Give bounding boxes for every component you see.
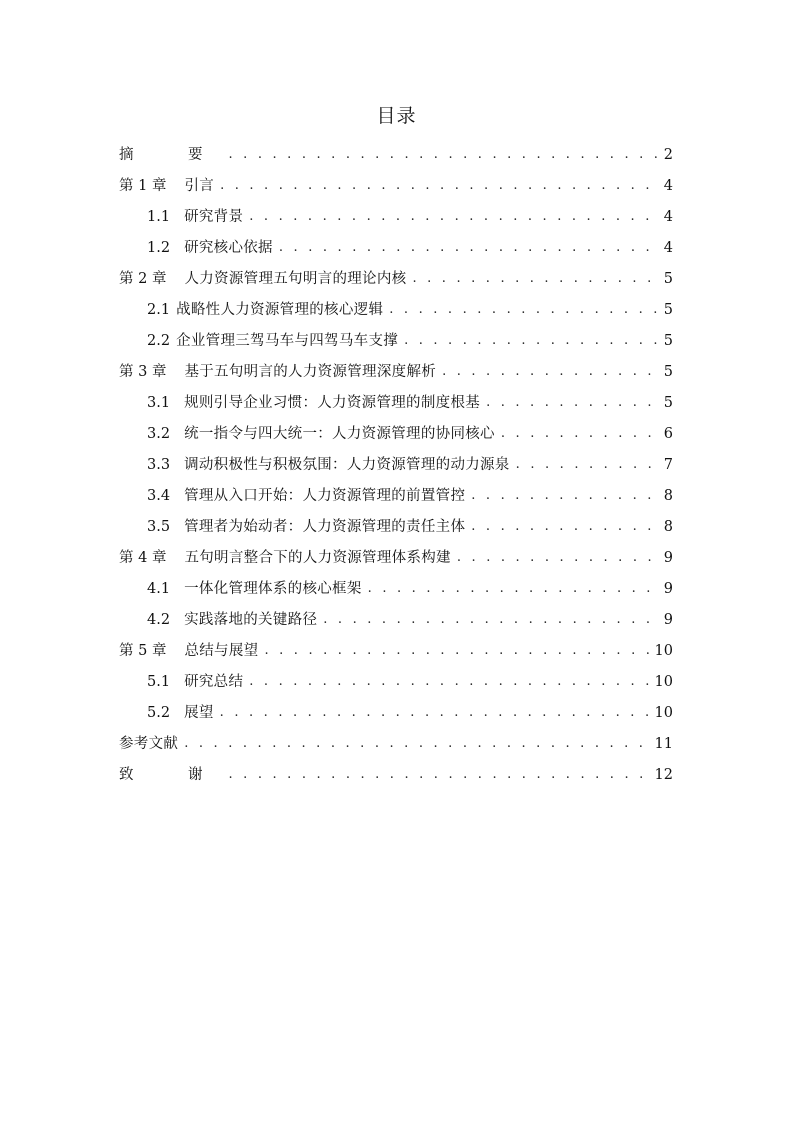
toc-entry-number: 1.1 [147, 209, 171, 225]
toc-entry-label: 参考文献 [119, 736, 179, 752]
toc-entry-section-1-2[interactable] [119, 233, 673, 264]
toc-leader [229, 759, 651, 790]
toc-entry-label: 一体化管理体系的核心框架 [184, 581, 362, 597]
toc-entry-number: 5.2 [147, 705, 171, 721]
toc-entry-page: 9 [663, 581, 673, 597]
toc-entry-chapter-4[interactable] [119, 543, 673, 574]
toc-entry-page: 5 [663, 333, 673, 349]
toc-entry-section-5-2[interactable] [119, 698, 673, 729]
toc-leader [404, 325, 659, 356]
toc-entry-page: 10 [654, 643, 673, 659]
toc-entry-page: 5 [663, 302, 673, 318]
toc-entry-section-3-4[interactable] [119, 481, 673, 512]
toc-entry-number: 1.2 [147, 240, 171, 256]
toc-entry-number: 第 3 章 [119, 364, 167, 380]
toc-entry-label: 研究背景 [184, 209, 244, 225]
toc-entry-label: 管理者为始动者：人力资源管理的责任主体 [184, 519, 466, 535]
toc-entry-page: 10 [654, 705, 673, 721]
toc-entry-section-1-1[interactable] [119, 202, 673, 233]
toc-entry-section-3-2[interactable] [119, 419, 673, 450]
toc-entry-section-4-1[interactable] [119, 574, 673, 605]
toc-leader [368, 573, 659, 604]
toc-entry-label: 摘 要 [119, 147, 223, 163]
toc-entry-abstract[interactable] [119, 140, 673, 171]
toc-entry-section-3-1[interactable] [119, 388, 673, 419]
toc-entry-label: 实践落地的关键路径 [184, 612, 318, 628]
toc-leader [516, 449, 659, 480]
toc-entry-number: 3.1 [147, 395, 171, 411]
toc-entry-references[interactable] [119, 729, 673, 760]
toc-entry-label: 企业管理三驾马车与四驾马车支撑 [176, 333, 399, 349]
toc-entry-page: 5 [663, 364, 673, 380]
toc-entry-label: 规则引导企业习惯：人力资源管理的制度根基 [184, 395, 481, 411]
toc-entry-number: 4.1 [147, 581, 171, 597]
toc-entry-label: 基于五句明言的人力资源管理深度解析 [184, 364, 437, 380]
toc-entry-label: 引言 [184, 178, 215, 194]
toc-leader [184, 728, 650, 759]
toc-entry-label: 管理从入口开始：人力资源管理的前置管控 [184, 488, 466, 504]
toc-leader [249, 666, 650, 697]
toc-entry-page: 9 [663, 550, 673, 566]
toc-entry-section-3-5[interactable] [119, 512, 673, 543]
toc-entry-page: 4 [663, 240, 673, 256]
toc-leader [279, 232, 659, 263]
toc-entry-acknowledgements[interactable] [119, 760, 673, 791]
toc-entry-page: 11 [654, 736, 673, 752]
toc-leader [457, 542, 659, 573]
toc-entry-section-2-2[interactable] [119, 326, 673, 357]
toc-leader [229, 139, 660, 170]
toc-entry-label: 研究核心依据 [184, 240, 273, 256]
toc-entry-page: 6 [663, 426, 673, 442]
table-of-contents [119, 140, 673, 791]
toc-leader [501, 418, 659, 449]
toc-entry-label: 统一指令与四大统一：人力资源管理的协同核心 [184, 426, 495, 442]
toc-entry-page: 12 [654, 767, 673, 783]
toc-entry-number: 3.3 [147, 457, 171, 473]
toc-entry-chapter-5[interactable] [119, 636, 673, 667]
toc-entry-label: 人力资源管理五句明言的理论内核 [184, 271, 407, 287]
toc-entry-label: 调动积极性与积极氛围：人力资源管理的动力源泉 [184, 457, 510, 473]
toc-entry-number: 第 4 章 [119, 550, 167, 566]
toc-entry-section-3-3[interactable] [119, 450, 673, 481]
toc-leader [220, 170, 659, 201]
toc-leader [264, 635, 650, 666]
toc-entry-page: 4 [663, 178, 673, 194]
toc-entry-page: 8 [663, 519, 673, 535]
toc-leader [442, 356, 659, 387]
toc-entry-number: 第 1 章 [119, 178, 167, 194]
toc-entry-label: 总结与展望 [184, 643, 259, 659]
toc-entry-number: 第 2 章 [119, 271, 167, 287]
toc-title: 目录 [376, 105, 417, 127]
toc-entry-chapter-3[interactable] [119, 357, 673, 388]
toc-entry-page: 10 [654, 674, 673, 690]
toc-leader [486, 387, 659, 418]
toc-entry-page: 9 [663, 612, 673, 628]
toc-leader [412, 263, 659, 294]
toc-entry-number: 4.2 [147, 612, 171, 628]
toc-leader [389, 294, 659, 325]
toc-leader [323, 604, 659, 635]
toc-leader [471, 480, 659, 511]
toc-entry-number: 2.2 [147, 333, 171, 349]
toc-entry-page: 2 [663, 147, 673, 163]
toc-leader [249, 201, 659, 232]
toc-entry-page: 4 [663, 209, 673, 225]
toc-entry-page: 5 [663, 271, 673, 287]
toc-entry-number: 3.2 [147, 426, 171, 442]
toc-entry-label: 致 谢 [119, 767, 223, 783]
toc-leader [471, 511, 659, 542]
toc-entry-number: 5.1 [147, 674, 171, 690]
toc-leader [220, 697, 651, 728]
toc-entry-section-5-1[interactable] [119, 667, 673, 698]
toc-entry-label: 五句明言整合下的人力资源管理体系构建 [184, 550, 451, 566]
toc-entry-page: 8 [663, 488, 673, 504]
toc-entry-label: 研究总结 [184, 674, 244, 690]
toc-entry-page: 7 [663, 457, 673, 473]
toc-entry-page: 5 [663, 395, 673, 411]
toc-entry-section-2-1[interactable] [119, 295, 673, 326]
toc-entry-number: 3.4 [147, 488, 171, 504]
toc-entry-label: 展望 [184, 705, 214, 721]
toc-entry-section-4-2[interactable] [119, 605, 673, 636]
toc-entry-label: 战略性人力资源管理的核心逻辑 [176, 302, 384, 318]
toc-entry-number: 3.5 [147, 519, 171, 535]
toc-entry-number: 第 5 章 [119, 643, 167, 659]
toc-entry-chapter-1[interactable] [119, 171, 673, 202]
toc-entry-chapter-2[interactable] [119, 264, 673, 295]
toc-entry-number: 2.1 [147, 302, 171, 318]
